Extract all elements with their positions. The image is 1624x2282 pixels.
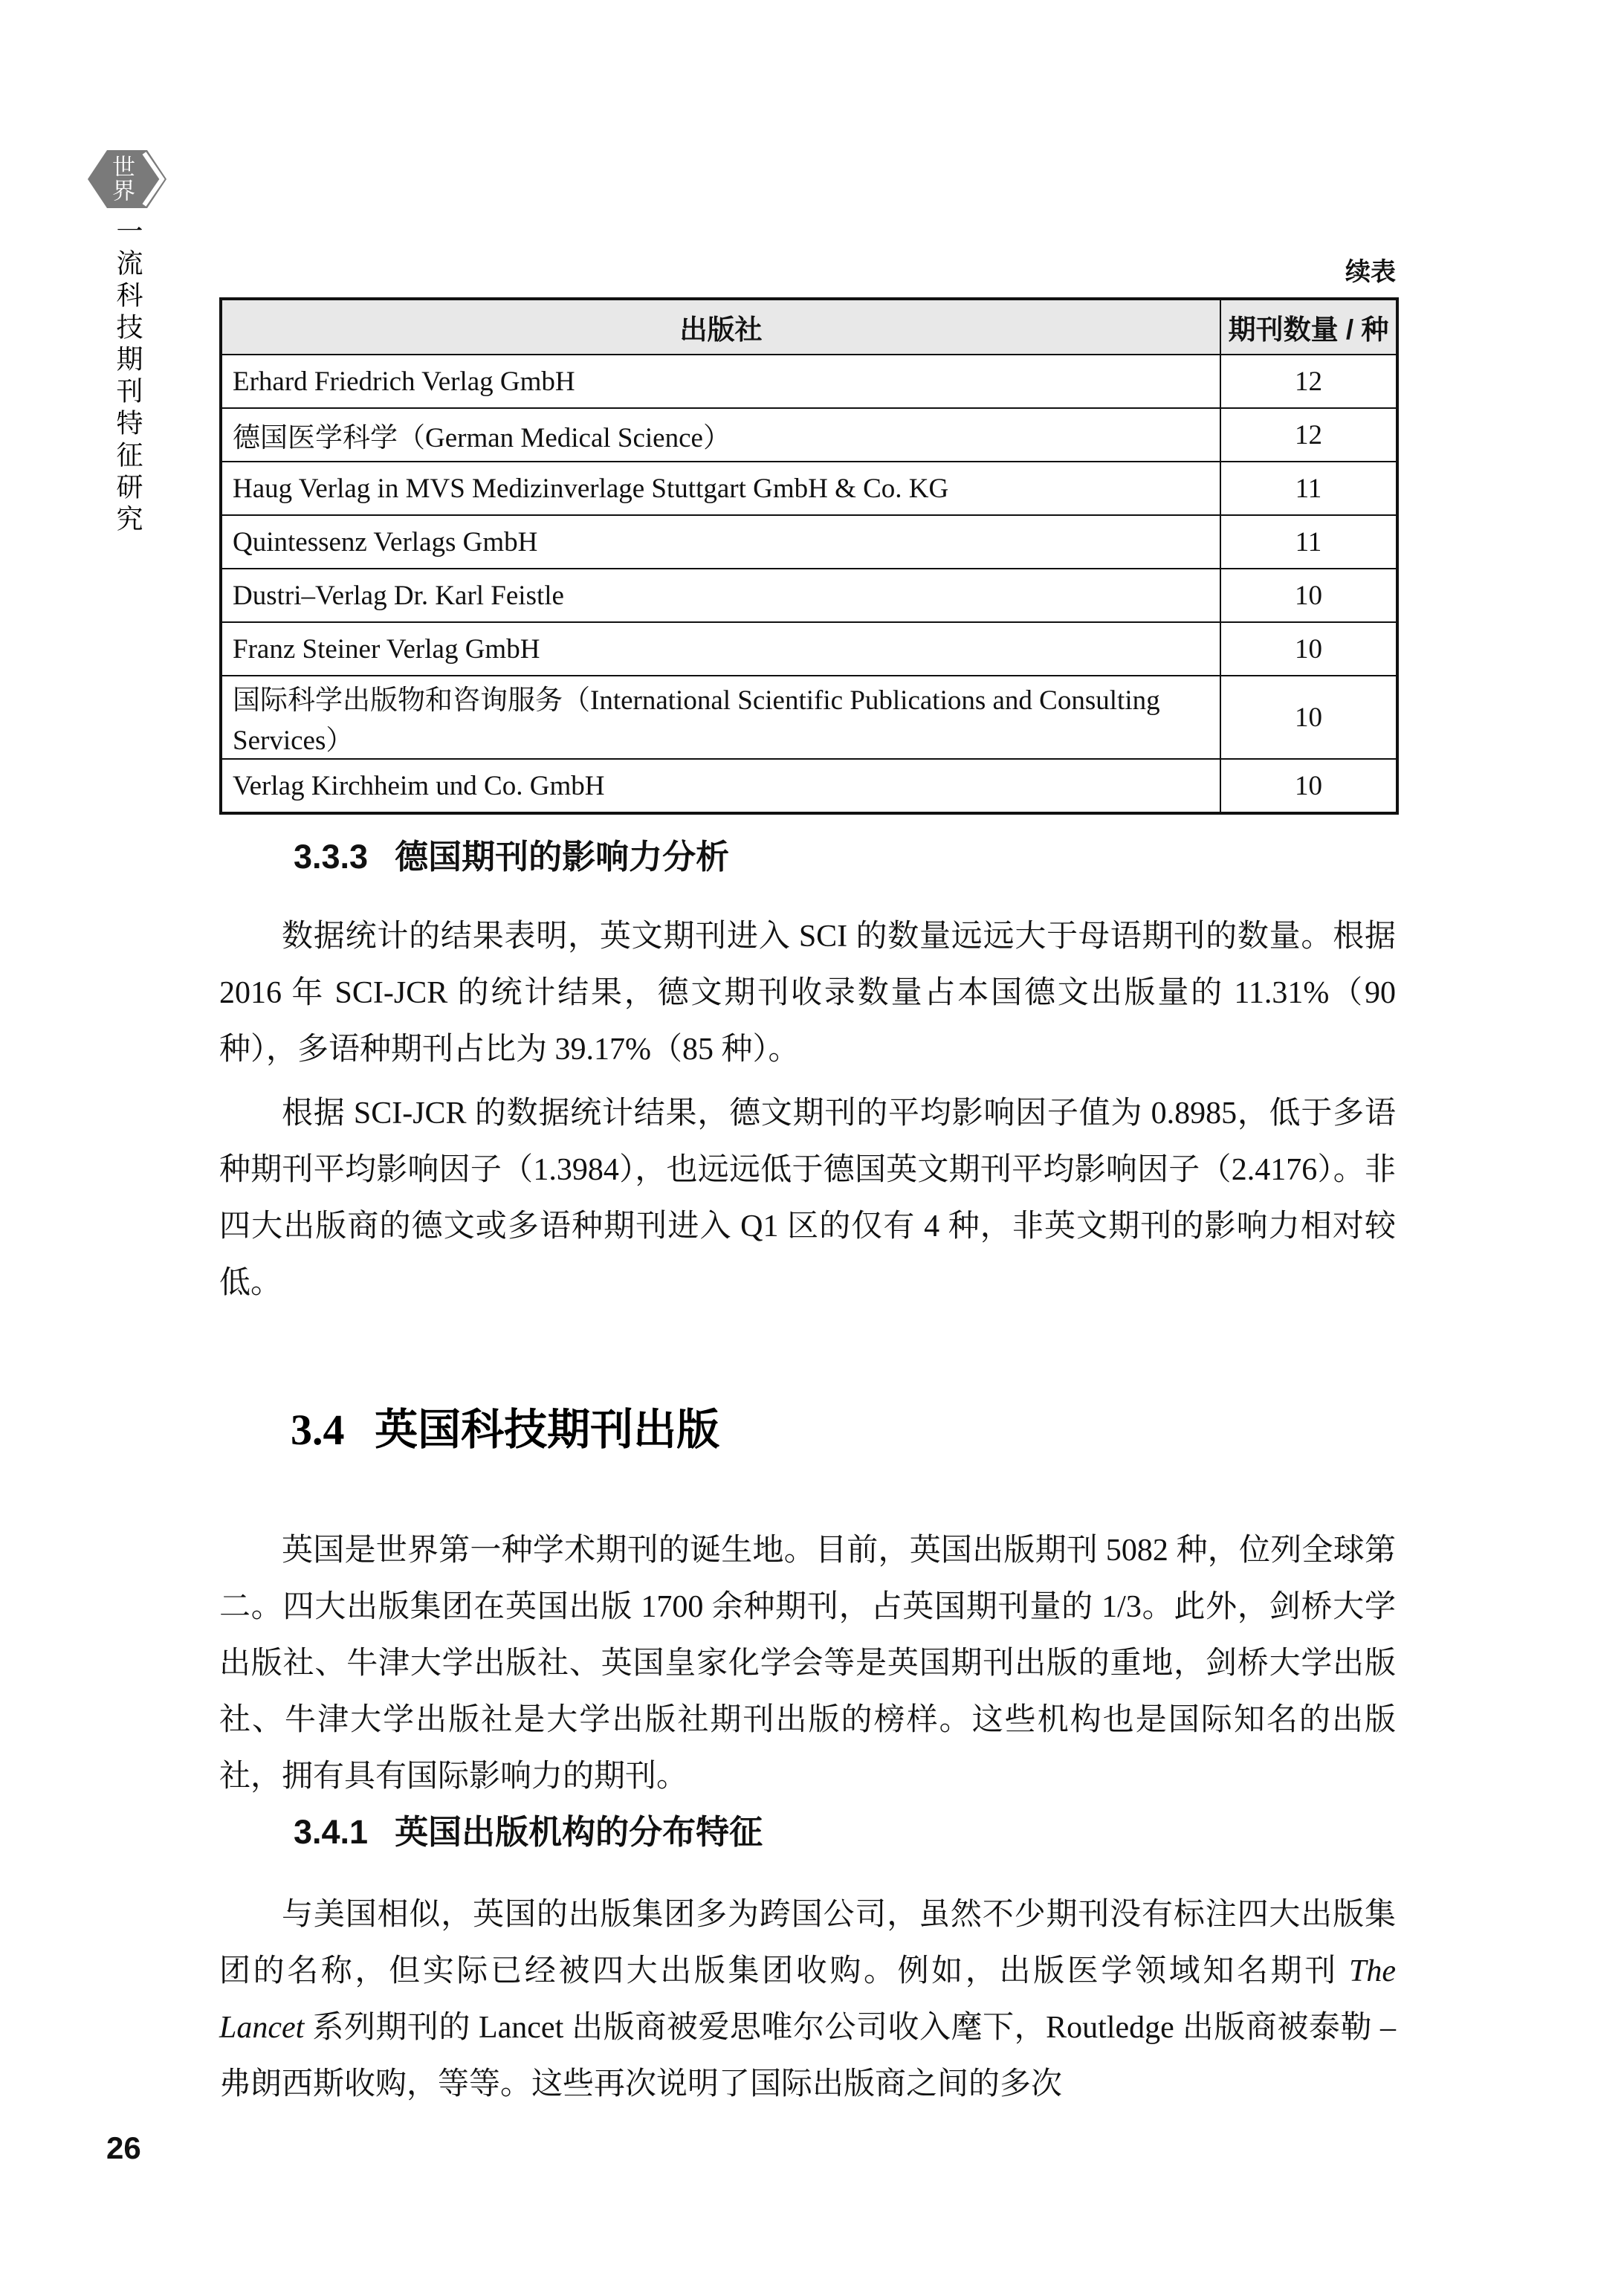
journal-count: 10 xyxy=(1220,569,1397,622)
section-heading-3-4-1 xyxy=(294,1805,763,1853)
publishers-table xyxy=(219,297,1399,815)
section-number: 3.4 xyxy=(291,1406,345,1454)
section-number: 3.3.3 xyxy=(294,838,369,876)
badge-label: 世界 xyxy=(109,155,135,202)
table-row xyxy=(221,408,1397,462)
journal-count: 11 xyxy=(1220,515,1397,569)
journal-count: 10 xyxy=(1220,622,1397,676)
paragraph-segment: 与美国相似，英国的出版集团多为跨国公司，虽然不少期刊没有标注四大出版集团的名称，但实际已经被四大出版集团收购。例如，出版医学领域知名期刊 xyxy=(219,1898,1396,1988)
sidebar-book-title: 一流科技期刊特征研究 xyxy=(113,217,143,537)
journal-count: 10 xyxy=(1220,759,1397,813)
column-header-journal-count: 期刊数量 / 种 xyxy=(1220,299,1397,355)
section-title: 德国期刊的影响力分析 xyxy=(395,838,730,876)
journal-count: 12 xyxy=(1220,408,1397,462)
sidebar-series-badge xyxy=(85,149,168,210)
publisher-name: 国际科学出版物和咨询服务（International Scientific Publications and Consulting Services） xyxy=(221,676,1220,759)
publisher-name: Franz Steiner Verlag GmbH xyxy=(221,622,1220,676)
section-number: 3.4.1 xyxy=(294,1813,369,1851)
publisher-name: Haug Verlag in MVS Medizinverlage Stuttgart GmbH & Co. KG xyxy=(221,462,1220,515)
page-number: 26 xyxy=(106,2130,141,2165)
table-row xyxy=(221,676,1397,759)
publisher-name: Dustri–Verlag Dr. Karl Feistle xyxy=(221,569,1220,622)
paragraph-uk-publishers xyxy=(219,1887,1396,2113)
publisher-name: Erhard Friedrich Verlag GmbH xyxy=(221,355,1220,408)
table-row xyxy=(221,569,1397,622)
publisher-name: Verlag Kirchheim und Co. GmbH xyxy=(221,759,1220,813)
table-continued-label: 续表 xyxy=(1345,258,1396,286)
paragraph-impact-factor: 根据 SCI-JCR 的数据统计结果，德文期刊的平均影响因子值为 0.8985，低于多语种期刊平均影响因子（1.3984），也远远低于德国英文期刊平均影响因子（2.4176）。非四大出版商的德文或多语种期刊进入 Q1 区的仅有 4 种，非英文期刊的影响力相对较低。 xyxy=(219,1096,1396,1300)
table-row xyxy=(221,622,1397,676)
journal-count: 12 xyxy=(1220,355,1397,408)
table-row xyxy=(221,355,1397,408)
journal-count: 11 xyxy=(1220,462,1397,515)
section-heading-3-3-3 xyxy=(294,830,729,878)
table-row xyxy=(221,515,1397,569)
section-title: 英国出版机构的分布特征 xyxy=(395,1813,763,1851)
table-row xyxy=(221,462,1397,515)
paragraph-segment: 系列期刊的 Lancet 出版商被爱思唯尔公司收入麾下，Routledge 出版商被泰勒 – 弗朗西斯收购，等等。这些再次说明了国际出版商之间的多次 xyxy=(219,2011,1396,2101)
journal-title-italic: The Lancet xyxy=(219,1954,1396,2045)
section-title: 英国科技期刊出版 xyxy=(375,1406,720,1454)
paragraph-sci-stats: 数据统计的结果表明，英文期刊进入 SCI 的数量远远大于母语期刊的数量。根据 2016 年 SCI-JCR 的统计结果，德文期刊收录数量占本国德文出版量的 11.31%（90 种），多语种期刊占比为 39.17%（85 种）。 xyxy=(219,919,1396,1067)
column-header-publisher: 出版社 xyxy=(221,299,1220,355)
paragraph-uk-overview: 英国是世界第一种学术期刊的诞生地。目前，英国出版期刊 5082 种，位列全球第二。四大出版集团在英国出版 1700 余种期刊，占英国期刊量的 1/3。此外，剑桥大学出版社、牛津大学出版社、英国皇家化学会等是英国期刊出版的重地，剑桥大学出版社、牛津大学出版社是大学出版社期刊出版的榜样。这些机构也是国际知名的出版社，拥有具有国际影响力的期刊。 xyxy=(219,1533,1396,1794)
publisher-name: Quintessenz Verlags GmbH xyxy=(221,515,1220,569)
table-row xyxy=(221,759,1397,813)
table-header-row xyxy=(221,299,1397,355)
journal-count: 10 xyxy=(1220,676,1397,759)
publisher-name: 德国医学科学（German Medical Science） xyxy=(221,408,1220,462)
section-heading-3-4 xyxy=(291,1394,719,1457)
